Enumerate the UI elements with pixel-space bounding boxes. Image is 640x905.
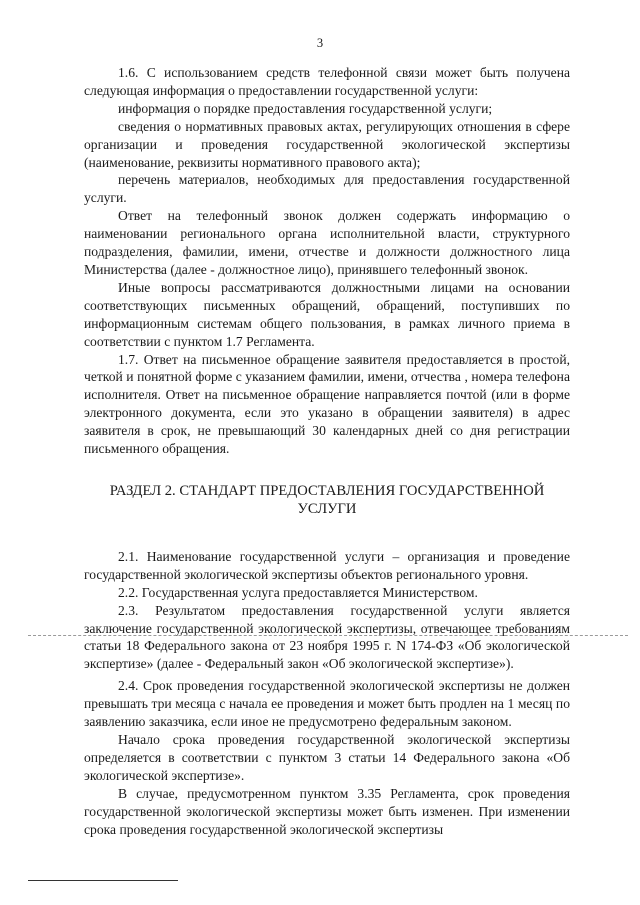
page-number: 3 (316, 36, 324, 50)
paragraph-1-6-intro: 1.6. С использованием средств телефонной связи может быть получена следующая информация о предоставлении государственной услуги: (84, 65, 570, 98)
document-body (84, 64, 570, 838)
paragraph-2-3: 2.3. Результатом предоставления государственной услуги является заключение государственной экологической экспертизы, отвечающее требованиям статьи 18 Федерального закона от 23 ноября 1995 г. N 174-ФЗ «Об экологической экспертизе» (далее - Федеральный закон «Об экологической экспертизе»). (84, 602, 570, 672)
paragraph-phone-answer: Ответ на телефонный звонок должен содержать информацию о наименовании регионального органа исполнительной власти, структурного подразделения, фамилии, имени, отчестве и должности должностного лица Министерства (далее - должностное лицо), принявшего телефонный звонок. (84, 208, 570, 277)
paragraph-info-procedure: информация о порядке предоставления государственной услуги; (118, 100, 493, 116)
scan-artifact-line (28, 635, 628, 636)
paragraph-term-change: В случае, предусмотренном пунктом 3.35 Регламента, срок проведения государственной экологической экспертизы может быть изменен. При изменении срока проведения государственной экологической экспертизы (84, 785, 570, 837)
section-2-heading: РАЗДЕЛ 2. СТАНДАРТ ПРЕДОСТАВЛЕНИЯ ГОСУДАРСТВЕННОЙ УСЛУГИ (109, 482, 545, 517)
paragraph-1-7: 1.7. Ответ на письменное обращение заявителя предоставляется в простой, четкой и понятной форме с указанием фамилии, имени, отчества , номера телефона исполнителя. Ответ на письменное обращение направляется почтой (или в форме электронного документа, если это указано в обращении заявителя) в адрес заявителя в срок, не превышающий 30 календарных дней со дня регистрации письменного обращения. (84, 351, 570, 457)
paragraph-2-1: 2.1. Наименование государственной услуги – организация и проведение государственной экологической экспертизы объектов регионального уровня. (84, 548, 570, 582)
paragraph-2-2: 2.2. Государственная услуга предоставляется Министерством. (118, 584, 478, 600)
footnote-rule (28, 880, 178, 881)
paragraph-info-materials: перечень материалов, необходимых для предоставления государственной услуги. (84, 172, 570, 206)
paragraph-2-4: 2.4. Срок проведения государственной экологической экспертизы не должен превышать три месяца с начала ее проведения и может быть продлен на 1 месяц по заявлению заказчика, если иное не предусмотрено федеральным законом. (84, 678, 570, 730)
paragraph-other-questions: Иные вопросы рассматриваются должностными лицами на основании соответствующих письменных обращений, обращений, поступивших по информационным системам общего пользования, в рамках личного приема в соответствии с пунктом 1.7 Регламента. (84, 279, 570, 349)
paragraph-info-legal-acts: сведения о нормативных правовых актах, регулирующих отношения в сфере организации и проведения государственной экологической экспертизы (наименование, реквизиты нормативного правового акта); (84, 118, 570, 170)
paragraph-term-start: Начало срока проведения государственной экологической экспертизы определяется в соответствии с пунктом 3 статьи 14 Федерального закона «Об экологической экспертизе». (84, 732, 570, 783)
